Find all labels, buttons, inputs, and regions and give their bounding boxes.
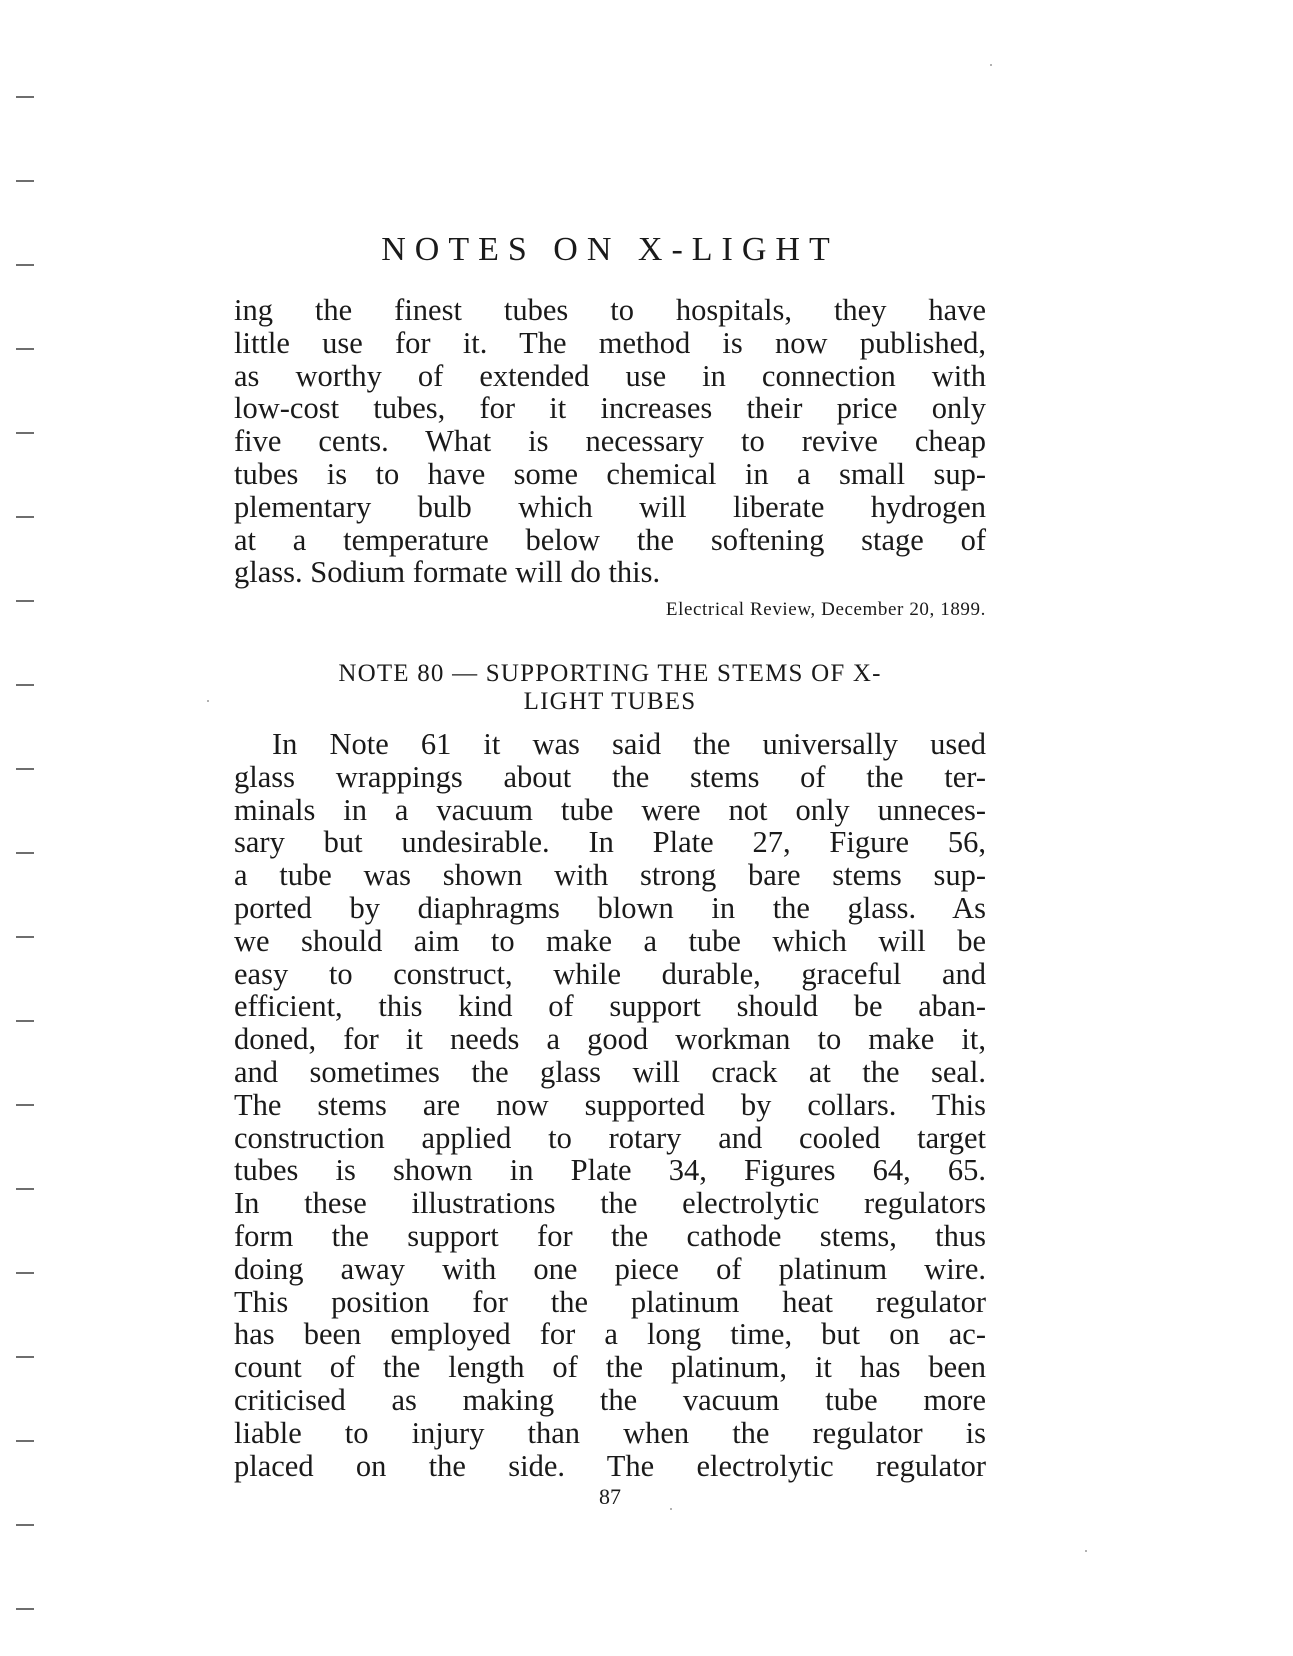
text-line: liable to injury than when the regulator is — [234, 1415, 986, 1450]
text-line: and sometimes the glass will crack at the seal. — [234, 1054, 986, 1089]
margin-mark — [16, 516, 34, 518]
text-line: The stems are now supported by collars. This — [234, 1087, 986, 1122]
margin-mark — [16, 1020, 34, 1022]
margin-mark — [16, 1272, 34, 1274]
text-line: five cents. What is necessary to revive cheap — [234, 424, 986, 459]
margin-mark — [16, 768, 34, 770]
text-line: tubes is to have some chemical in a small sup- — [234, 456, 986, 491]
margin-mark — [16, 264, 34, 266]
margin-mark — [16, 1104, 34, 1106]
note-paragraph — [234, 728, 986, 1482]
note-heading — [234, 660, 986, 716]
text-line: placed on the side. The electrolytic regulator — [234, 1448, 986, 1483]
margin-mark — [16, 96, 34, 98]
paper-speck — [670, 1508, 672, 1510]
text-line: In these illustrations the electrolytic regulators — [234, 1186, 986, 1221]
margin-mark — [16, 348, 34, 350]
note-heading-line: LIGHT TUBES — [523, 688, 697, 715]
text-line: glass. Sodium formate will do this. — [234, 555, 661, 590]
text-line: low-cost tubes, for it increases their price only — [234, 391, 986, 426]
text-line: easy to construct, while durable, graceful and — [234, 956, 986, 991]
margin-mark — [16, 1608, 34, 1610]
text-line: tubes is shown in Plate 34, Figures 64, 65. — [234, 1153, 986, 1188]
text-line: criticised as making the vacuum tube more — [234, 1382, 986, 1417]
margin-mark — [16, 1440, 34, 1442]
margin-mark — [16, 936, 34, 938]
text-line: doned, for it needs a good workman to make it, — [234, 1022, 986, 1057]
running-head: NOTES ON X-LIGHT — [381, 231, 839, 268]
text-line: little use for it. The method is now published, — [234, 325, 986, 360]
text-line: sary but undesirable. In Plate 27, Figure 56, — [234, 825, 986, 860]
note-heading-line: NOTE 80 — SUPPORTING THE STEMS OF X- — [338, 660, 882, 687]
margin-mark — [16, 180, 34, 182]
margin-mark — [16, 600, 34, 602]
margin-mark — [16, 684, 34, 686]
text-line: doing away with one piece of platinum wire. — [234, 1251, 986, 1286]
text-line: This position for the platinum heat regulator — [234, 1284, 986, 1319]
text-line: efficient, this kind of support should be aban- — [234, 989, 986, 1024]
margin-mark — [16, 432, 34, 434]
text-line: a tube was shown with strong bare stems sup- — [234, 858, 986, 893]
margin-mark — [16, 1356, 34, 1358]
text-line: count of the length of the platinum, it has been — [234, 1350, 986, 1385]
text-line: construction applied to rotary and cooled target — [234, 1120, 986, 1155]
margin-mark — [16, 1524, 34, 1526]
text-line: as worthy of extended use in connection with — [234, 358, 986, 393]
paper-speck — [207, 700, 209, 702]
text-line: In Note 61 it was said the universally used — [272, 727, 986, 761]
margin-mark — [16, 852, 34, 854]
paper-speck — [990, 64, 992, 66]
page-number: 87 — [599, 1484, 621, 1509]
text-line: ing the finest tubes to hospitals, they have — [234, 293, 986, 327]
text-line: has been employed for a long time, but on ac- — [234, 1317, 986, 1352]
text-line: we should aim to make a tube which will be — [234, 923, 986, 958]
text-line: minals in a vacuum tube were not only unneces- — [234, 792, 986, 827]
text-line: form the support for the cathode stems, thus — [234, 1218, 986, 1253]
text-line: ported by diaphragms blown in the glass. As — [234, 890, 986, 925]
margin-mark — [16, 1188, 34, 1190]
text-line: plementary bulb which will liberate hydrogen — [234, 489, 986, 524]
text-line: glass wrappings about the stems of the ter- — [234, 759, 986, 794]
citation: Electrical Review, December 20, 1899. — [665, 599, 986, 620]
continuation-paragraph — [234, 294, 986, 589]
paper-speck — [1085, 1550, 1087, 1552]
text-line: at a temperature below the softening stage of — [234, 522, 986, 557]
